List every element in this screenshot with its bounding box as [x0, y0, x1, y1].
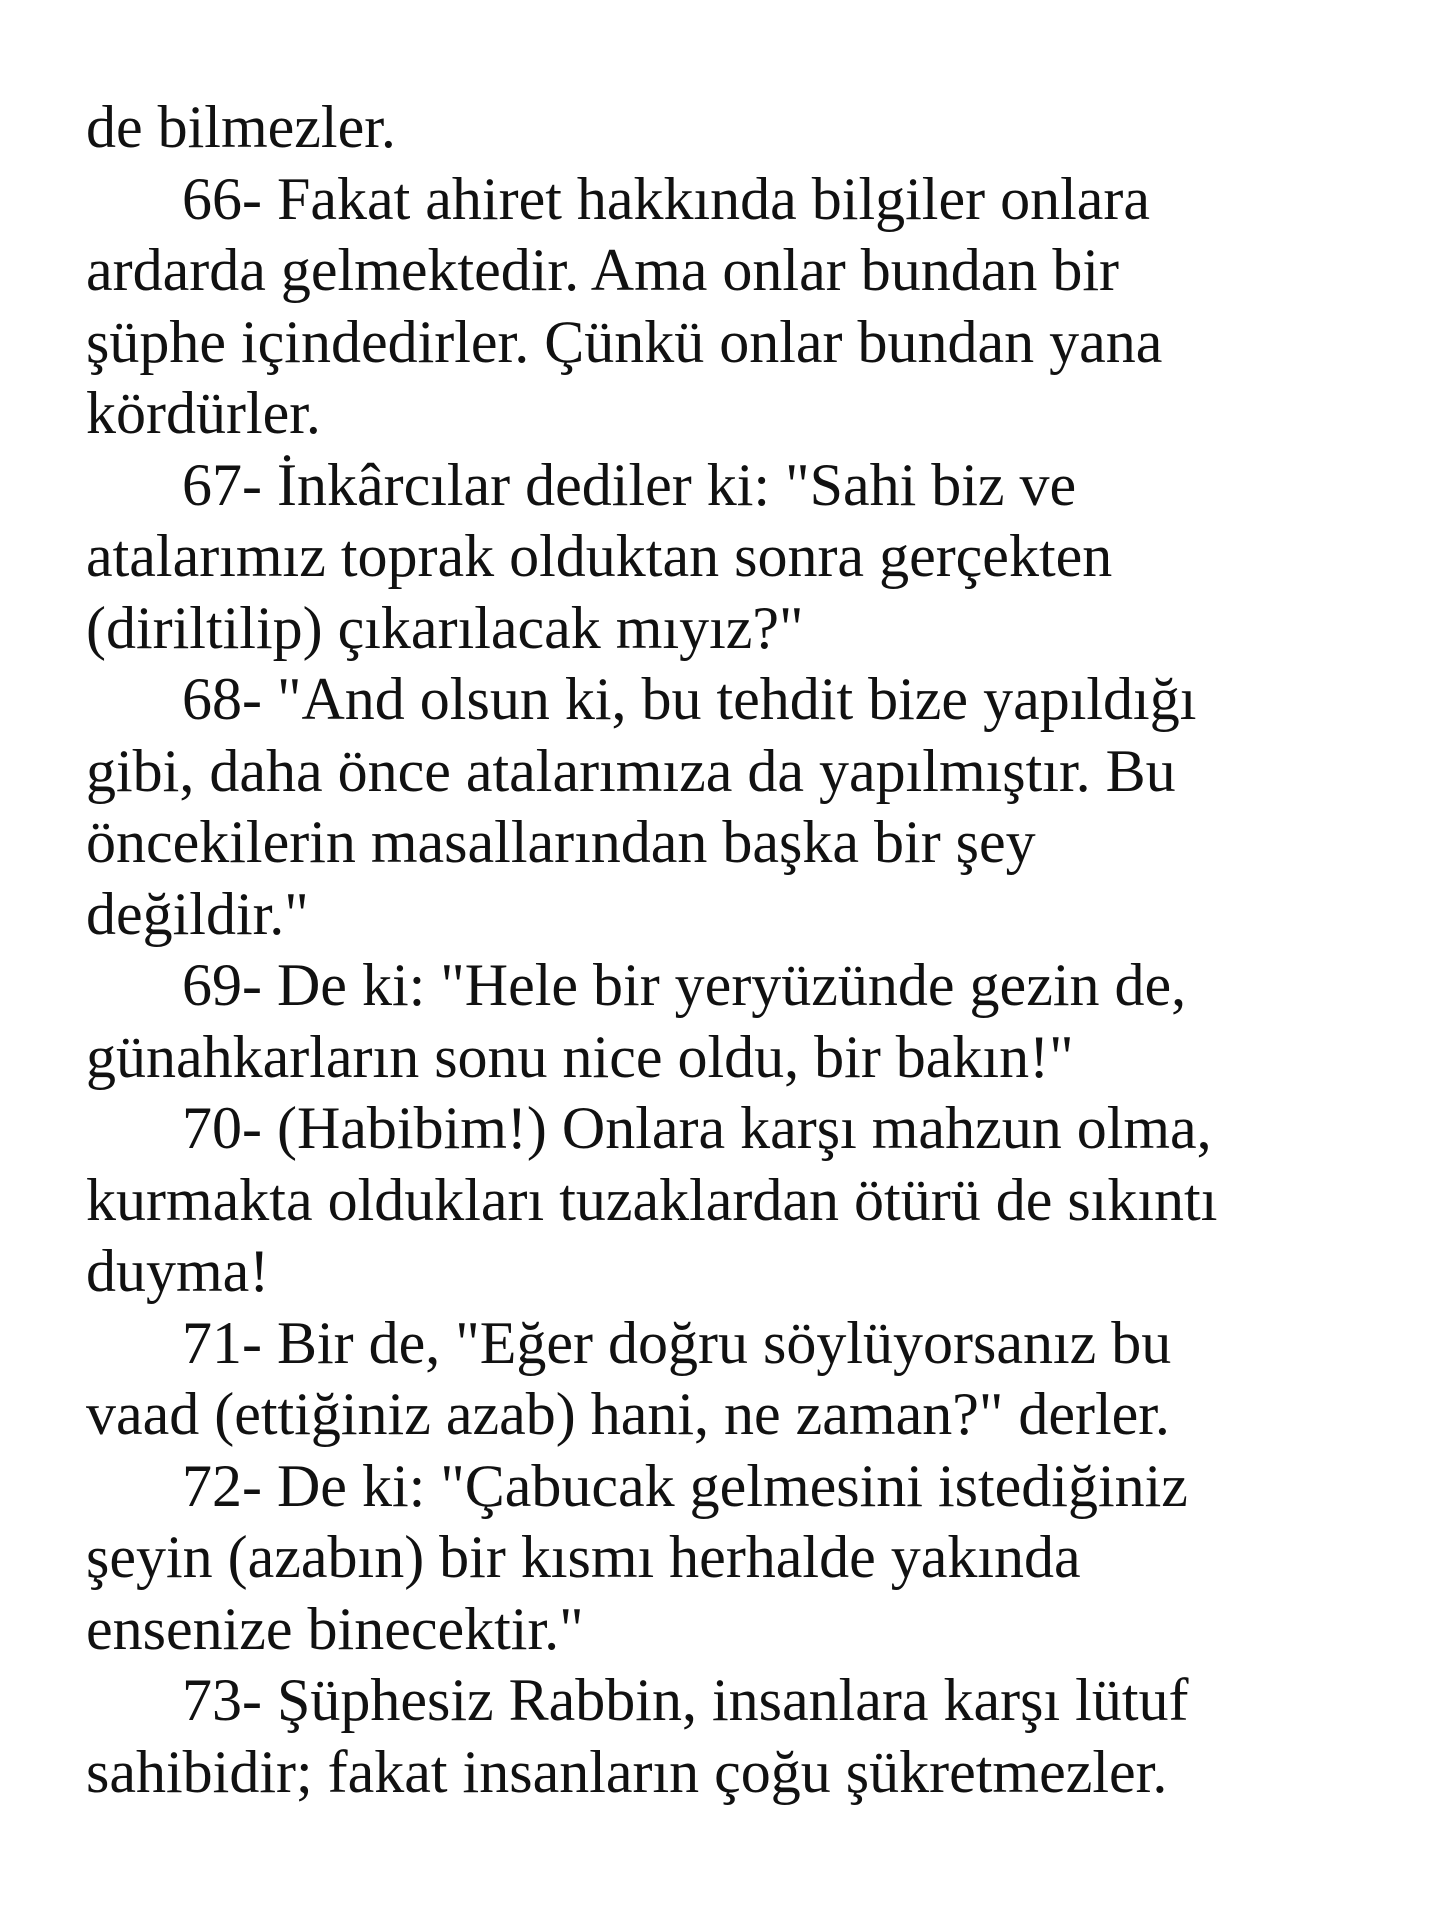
text-line: kurmakta oldukları tuzaklardan ötürü de sıkıntı — [86, 1166, 1218, 1233]
text-line: 68- "And olsun ki, bu tehdit bize yapıldığı — [182, 666, 1197, 732]
text-line: de bilmezler. — [86, 94, 396, 160]
verse-71 — [86, 1308, 1386, 1451]
text-line: 73- Şüphesiz Rabbin, insanlara karşı lütuf — [182, 1667, 1189, 1733]
text-line: ensenize binecektir." — [86, 1595, 584, 1662]
verse-73 — [86, 1665, 1386, 1808]
verse-72 — [86, 1451, 1386, 1666]
text-line: duyma! — [86, 1238, 270, 1304]
text-line: gibi, daha önce atalarımıza da yapılmıştır. Bu — [86, 737, 1176, 804]
verse-69 — [86, 950, 1386, 1093]
text-line: 72- De ki: "Çabucak gelmesini istediğiniz — [182, 1452, 1188, 1519]
text-line: vaad (ettiğiniz azab) hani, ne zaman?" derler. — [86, 1381, 1170, 1447]
verse-66 — [86, 164, 1386, 450]
text-line: (diriltilip) çıkarılacak mıyız?" — [86, 594, 804, 661]
text-line: kördürler. — [86, 380, 321, 446]
text-line: öncekilerin masallarından başka bir şey — [86, 809, 1036, 875]
text-line: 66- Fakat ahiret hakkında bilgiler onlara — [182, 165, 1150, 232]
text-line: 67- İnkârcılar dediler ki: "Sahi biz ve — [182, 451, 1077, 518]
verse-70 — [86, 1093, 1386, 1308]
text-line: ardarda gelmektedir. Ama onlar bundan bir — [86, 237, 1119, 303]
verse-68 — [86, 664, 1386, 950]
text-line: 69- De ki: "Hele bir yeryüzünde gezin de, — [182, 952, 1187, 1018]
text-line: sahibidir; fakat insanların çoğu şükretmezler. — [86, 1738, 1168, 1805]
text-line: değildir." — [86, 880, 309, 947]
text-line: atalarımız toprak olduktan sonra gerçekten — [86, 523, 1113, 589]
text-line: 71- Bir de, "Eğer doğru söylüyorsanız bu — [182, 1309, 1172, 1376]
paragraph-continuation — [86, 92, 1386, 164]
text-line: 70- (Habibim!) Onlara karşı mahzun olma, — [182, 1095, 1212, 1161]
document-page — [86, 92, 1386, 1808]
text-line: şeyin (azabın) bir kısmı herhalde yakında — [86, 1524, 1081, 1590]
text-line: şüphe içindedirler. Çünkü onlar bundan yana — [86, 308, 1163, 375]
text-line: günahkarların sonu nice oldu, bir bakın!" — [86, 1023, 1074, 1090]
verse-67 — [86, 450, 1386, 665]
